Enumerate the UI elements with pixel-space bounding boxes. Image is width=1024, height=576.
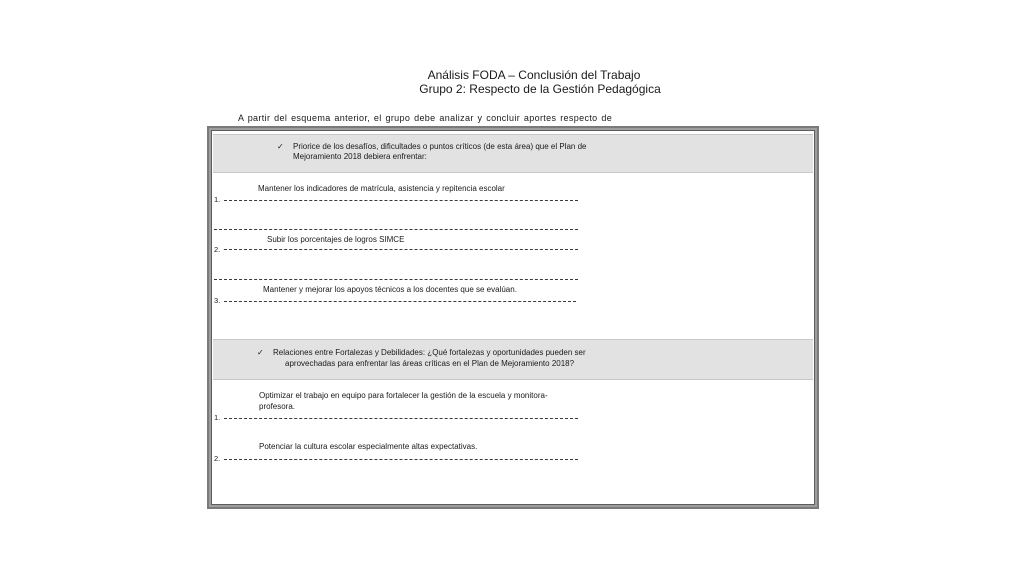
section1-item-3-text: Mantener y mejorar los apoyos técnicos a los docentes que se evalúan. (263, 285, 517, 294)
answer-line (224, 418, 578, 419)
title-line-1: Análisis FODA – Conclusión del Trabajo (427, 68, 641, 82)
section2-header (213, 339, 813, 380)
section1-item-2-number: 2. (214, 245, 221, 254)
answer-line (224, 200, 578, 201)
answer-line (224, 249, 578, 250)
section2-item-2-text: Potenciar la cultura escolar especialmente altas expectativas. (259, 442, 478, 451)
answer-line (214, 229, 578, 230)
section2-item-1-number: 1. (214, 413, 221, 422)
checkmark-icon: ✓ (257, 348, 264, 357)
section2-prompt-line2: aprovechadas para enfrentar las áreas críticas en el Plan de Mejoramiento 2018? (285, 359, 575, 368)
section1-item-1-text: Mantener los indicadores de matrícula, asistencia y repitencia escolar (258, 184, 505, 193)
section1-header (213, 134, 813, 173)
section1-item-1-number: 1. (214, 195, 221, 204)
answer-line (224, 301, 576, 302)
section2-item-1-text-line1: Optimizar el trabajo en equipo para fortalecer la gestión de la escuela y monitora- (259, 391, 548, 400)
document-title (0, 68, 1024, 96)
answer-line (214, 279, 578, 280)
answer-line (224, 459, 578, 460)
section1-prompt-line1: Priorice de los desafíos, dificultades o puntos críticos (de esta área) que el Plan de (293, 142, 587, 151)
section1-prompt-line2: Mejoramiento 2018 debiera enfrentar: (293, 152, 427, 161)
checkmark-icon: ✓ (277, 142, 284, 151)
section1-item-3-number: 3. (214, 296, 221, 305)
section1-item-2-text: Subir los porcentajes de logros SIMCE (267, 235, 405, 244)
section2-item-2-number: 2. (214, 454, 221, 463)
section2-prompt-line1: Relaciones entre Fortalezas y Debilidades: ¿Qué fortalezas y oportunidades pueden ser (273, 348, 586, 357)
title-line-2: Grupo 2: Respecto de la Gestión Pedagógica (419, 82, 661, 96)
worksheet-frame (207, 126, 819, 509)
section2-item-1-text-line2: profesora. (259, 402, 296, 411)
intro-text: A partir del esquema anterior, el grupo debe analizar y concluir aportes respecto de (238, 113, 613, 123)
